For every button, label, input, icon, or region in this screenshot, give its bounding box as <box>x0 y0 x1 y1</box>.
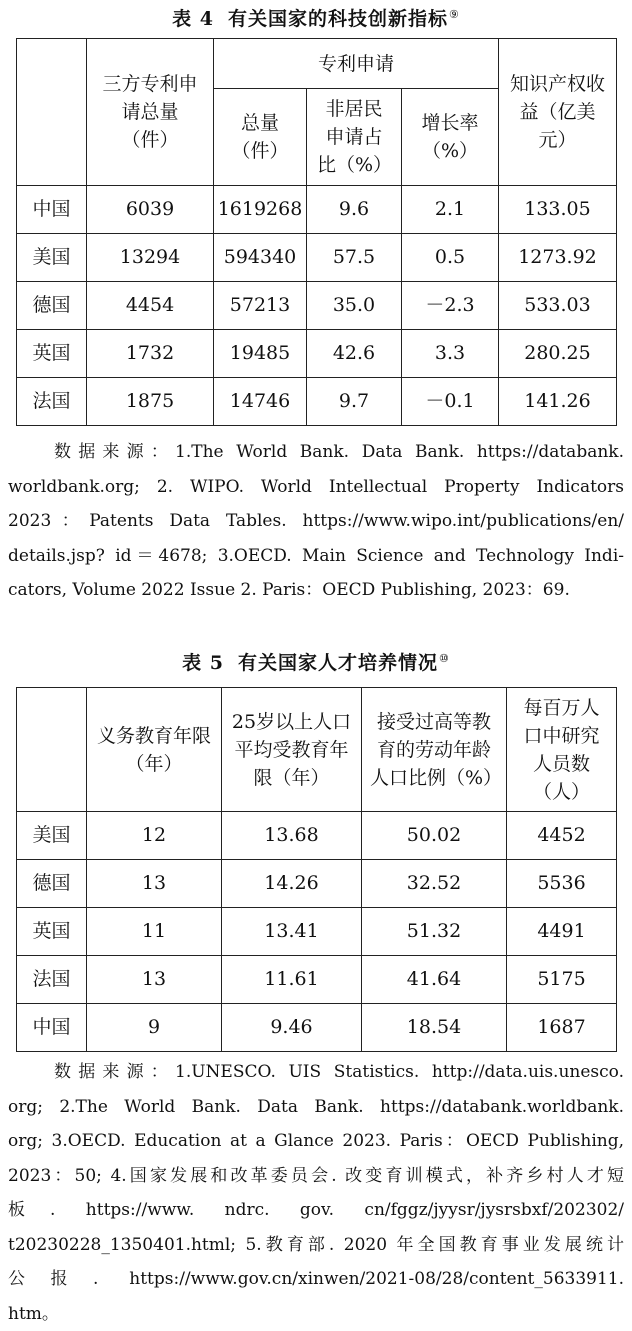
compulsory-cell: 11 <box>87 908 222 956</box>
researchers-cell: 1687 <box>507 1004 617 1052</box>
country-cell: 德国 <box>17 282 87 330</box>
country-cell: 英国 <box>17 908 87 956</box>
triadic-cell: 6039 <box>87 186 214 234</box>
nonresident-cell: 42.6 <box>307 330 402 378</box>
growth-cell: 2.1 <box>402 186 499 234</box>
avg-years-cell: 13.68 <box>222 812 362 860</box>
table4-header-ip-income: 知识产权收益（亿美元） <box>499 39 617 186</box>
table5-header-higher-edu: 接受过高等教育的劳动年龄人口比例（%） <box>362 688 507 812</box>
table5-caption <box>0 648 632 675</box>
triadic-cell: 4454 <box>87 282 214 330</box>
researchers-cell: 4491 <box>507 908 617 956</box>
country-cell: 美国 <box>17 812 87 860</box>
table4-title: 有关国家的科技创新指标 <box>228 8 448 30</box>
nonresident-cell: 9.6 <box>307 186 402 234</box>
source-line: details.jsp? id＝4678; 3.OECD. Main Science and Technology Indi- <box>8 539 624 574</box>
growth-cell: 0.5 <box>402 234 499 282</box>
nonresident-cell: 35.0 <box>307 282 402 330</box>
researchers-cell: 5536 <box>507 860 617 908</box>
source-line: 公报. https://www.gov.cn/xinwen/2021-08/28/content_5633911. <box>8 1262 624 1297</box>
avg-years-cell: 13.41 <box>222 908 362 956</box>
patent-total-cell: 594340 <box>214 234 307 282</box>
table4-caption <box>0 4 632 31</box>
table5-number: 表 5 <box>182 652 224 674</box>
higher-edu-cell: 41.64 <box>362 956 507 1004</box>
ip-income-cell: 1273.92 <box>499 234 617 282</box>
source-line: org; 3.OECD. Education at a Glance 2023. Paris：OECD Publishing, <box>8 1124 624 1159</box>
table-row <box>17 330 617 378</box>
avg-years-cell: 14.26 <box>222 860 362 908</box>
table5-header-corner <box>17 688 87 812</box>
growth-cell: －0.1 <box>402 378 499 426</box>
researchers-cell: 5175 <box>507 956 617 1004</box>
table-row <box>17 186 617 234</box>
table4-header-patent-total: 总量（件） <box>214 89 307 186</box>
source-line: org; 2.The World Bank. Data Bank. https://databank.worldbank. <box>8 1090 624 1125</box>
nonresident-cell: 57.5 <box>307 234 402 282</box>
table-row <box>17 908 617 956</box>
source-line: t20230228_1350401.html; 5.教育部. 2020 年全国教育事业发展统计 <box>8 1228 624 1263</box>
table-row <box>17 282 617 330</box>
table-row <box>17 378 617 426</box>
source-line: 2023：Patents Data Tables. https://www.wipo.int/publications/en/ <box>8 504 624 539</box>
compulsory-cell: 13 <box>87 860 222 908</box>
table5 <box>16 687 617 1052</box>
source-line: 数据来源：1.The World Bank. Data Bank. https://databank. <box>8 435 624 470</box>
compulsory-cell: 12 <box>87 812 222 860</box>
country-cell: 美国 <box>17 234 87 282</box>
triadic-cell: 1875 <box>87 378 214 426</box>
country-cell: 中国 <box>17 1004 87 1052</box>
growth-cell: －2.3 <box>402 282 499 330</box>
ip-income-cell: 533.03 <box>499 282 617 330</box>
table5-source <box>8 1055 624 1331</box>
table4-header-patent-group: 专利申请 <box>214 39 499 89</box>
nonresident-cell: 9.7 <box>307 378 402 426</box>
table4-header-corner <box>17 39 87 186</box>
patent-total-cell: 57213 <box>214 282 307 330</box>
country-cell: 法国 <box>17 378 87 426</box>
table5-note-mark: ⑩ <box>439 652 450 665</box>
triadic-cell: 1732 <box>87 330 214 378</box>
higher-edu-cell: 32.52 <box>362 860 507 908</box>
table5-title: 有关国家人才培养情况 <box>238 652 438 674</box>
table-row <box>17 234 617 282</box>
source-line: cators, Volume 2022 Issue 2. Paris：OECD Publishing, 2023：69. <box>8 573 624 608</box>
country-cell: 中国 <box>17 186 87 234</box>
table-row <box>17 956 617 1004</box>
avg-years-cell: 9.46 <box>222 1004 362 1052</box>
source-line: 2023：50; 4.国家发展和改革委员会. 改变育训模式，补齐乡村人才短 <box>8 1159 624 1194</box>
compulsory-cell: 13 <box>87 956 222 1004</box>
patent-total-cell: 1619268 <box>214 186 307 234</box>
country-cell: 德国 <box>17 860 87 908</box>
country-cell: 法国 <box>17 956 87 1004</box>
table5-header-researchers: 每百万人口中研究人员数（人） <box>507 688 617 812</box>
table4 <box>16 38 617 426</box>
table4-header-growth: 增长率（%） <box>402 89 499 186</box>
patent-total-cell: 19485 <box>214 330 307 378</box>
ip-income-cell: 280.25 <box>499 330 617 378</box>
table-row <box>17 1004 617 1052</box>
table4-header-triadic: 三方专利申请总量（件） <box>87 39 214 186</box>
higher-edu-cell: 18.54 <box>362 1004 507 1052</box>
country-cell: 英国 <box>17 330 87 378</box>
source-line: 数据来源：1.UNESCO. UIS Statistics. http://data.uis.unesco. <box>8 1055 624 1090</box>
table5-header-compulsory: 义务教育年限（年） <box>87 688 222 812</box>
table-row <box>17 812 617 860</box>
table5-header-avg-years: 25岁以上人口平均受教育年限（年） <box>222 688 362 812</box>
source-line: htm。 <box>8 1297 624 1331</box>
compulsory-cell: 9 <box>87 1004 222 1052</box>
patent-total-cell: 14746 <box>214 378 307 426</box>
table4-header-nonresident: 非居民申请占比（%） <box>307 89 402 186</box>
ip-income-cell: 141.26 <box>499 378 617 426</box>
source-line: worldbank.org; 2. WIPO. World Intellectual Property Indicators <box>8 470 624 505</box>
table-row <box>17 860 617 908</box>
higher-edu-cell: 50.02 <box>362 812 507 860</box>
researchers-cell: 4452 <box>507 812 617 860</box>
avg-years-cell: 11.61 <box>222 956 362 1004</box>
table4-note-mark: ⑨ <box>449 8 460 21</box>
table4-number: 表 4 <box>172 8 214 30</box>
source-line: 板. https://www. ndrc. gov. cn/fggz/jyysr/jysrsbxf/202302/ <box>8 1193 624 1228</box>
table4-source <box>8 435 624 608</box>
growth-cell: 3.3 <box>402 330 499 378</box>
higher-edu-cell: 51.32 <box>362 908 507 956</box>
triadic-cell: 13294 <box>87 234 214 282</box>
ip-income-cell: 133.05 <box>499 186 617 234</box>
